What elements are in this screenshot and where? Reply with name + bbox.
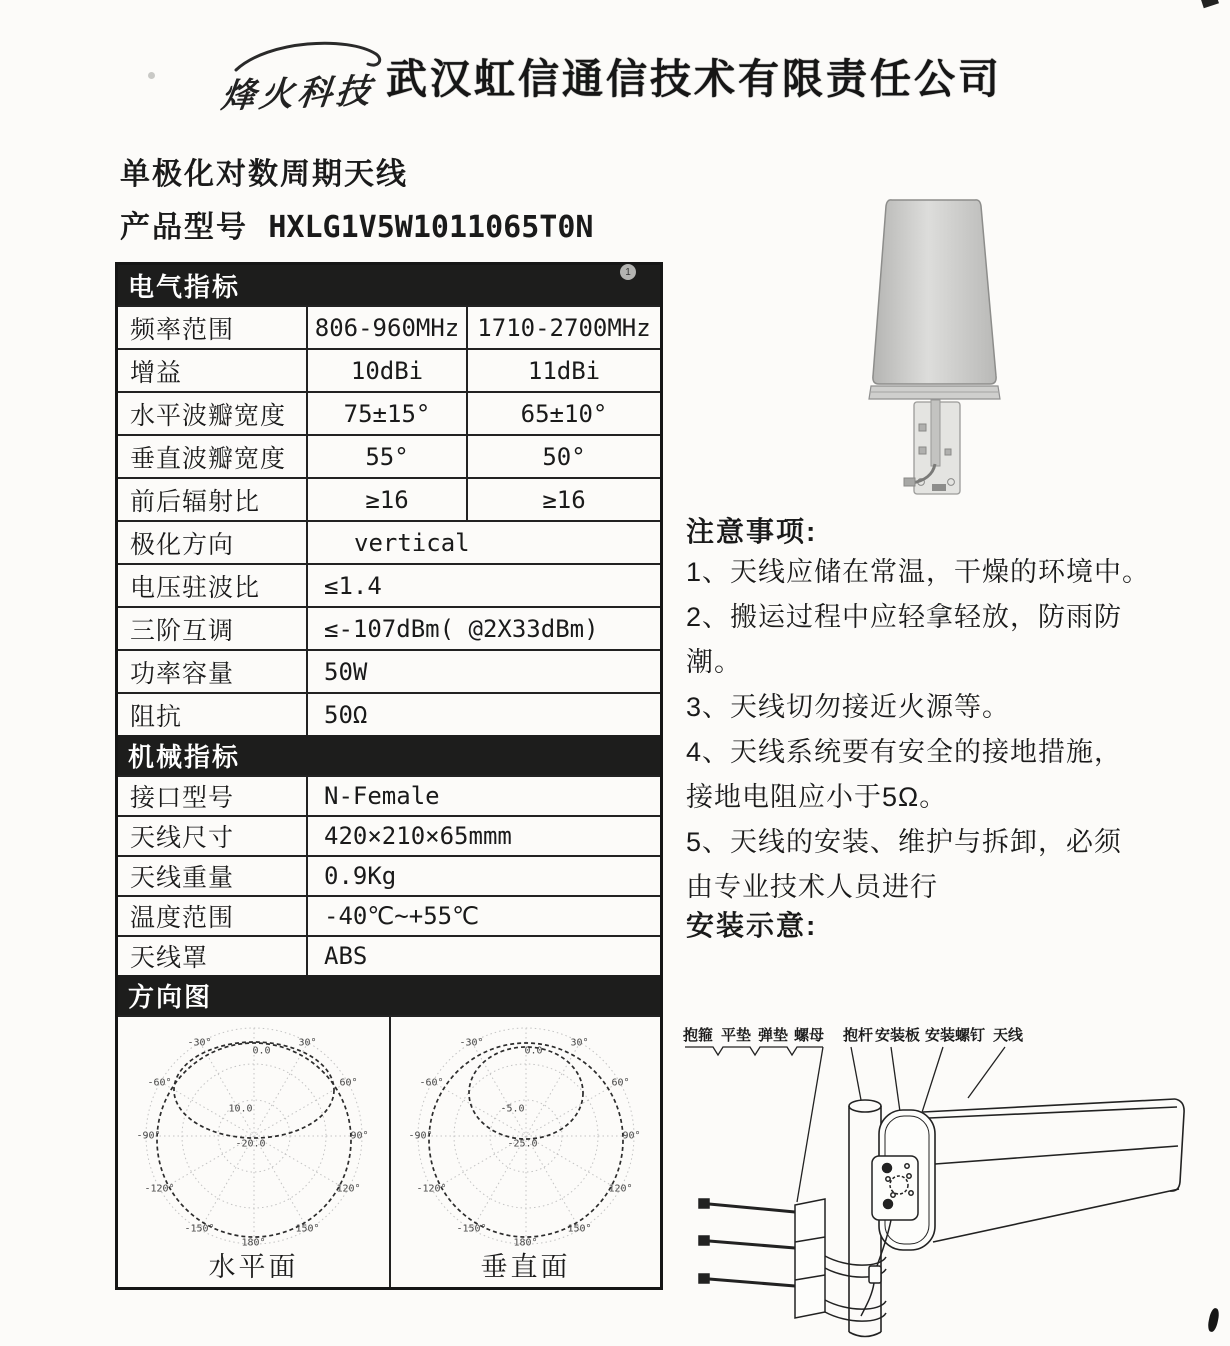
angle-label: 120°: [336, 1183, 361, 1195]
radial-label: 0.0: [524, 1045, 543, 1057]
row-value: N-Female: [306, 777, 660, 815]
angle-label: 180°: [513, 1237, 538, 1249]
horizontal-plot-caption: 水平面: [208, 1252, 299, 1282]
note-line: 由专业技术人员进行: [686, 872, 938, 902]
row-value-low-band: 10dBi: [306, 350, 466, 391]
model-label: 产品型号: [120, 211, 248, 244]
part-label-nut: 螺母: [794, 1027, 825, 1044]
antenna-product-image: [848, 186, 1023, 511]
part-label-spring-washer: 弹垫: [758, 1027, 789, 1044]
row-label: 水平波瓣宽度: [130, 401, 287, 430]
pattern-row: [118, 1015, 660, 1287]
table-row: [118, 855, 660, 895]
table-row: [118, 692, 660, 735]
angle-label: -30°: [459, 1037, 484, 1049]
vertical-polar-plot: [410, 1020, 642, 1252]
row-value-high-band: 65±10°: [466, 393, 660, 434]
product-title: 单极化对数周期天线: [120, 158, 408, 191]
mechanical-section-header: [118, 735, 660, 775]
note-line: 接地电阻应小于5Ω。: [686, 782, 948, 812]
angle-label: 30°: [298, 1037, 317, 1049]
note-line: 1、天线应储在常温，干燥的环境中。: [686, 557, 1151, 587]
table-row: [118, 895, 660, 935]
table-row: [118, 935, 660, 975]
scan-edge-smudge: [1201, 0, 1219, 8]
vertical-pattern-cell: [389, 1017, 660, 1287]
angle-label: -90°: [136, 1130, 161, 1142]
row-label: 天线尺寸: [130, 824, 235, 852]
table-row: [118, 649, 660, 692]
table-row: [118, 563, 660, 606]
mounting-plate: [872, 1156, 918, 1220]
part-label-pole: 抱杆: [843, 1027, 874, 1044]
row-value-high-band: 50°: [466, 436, 660, 477]
pattern-section-header: [118, 975, 660, 1015]
row-label: 增益: [130, 358, 183, 387]
notes-heading: 注意事项:: [686, 516, 818, 547]
electrical-section-title: 电气指标: [128, 271, 241, 302]
row-value: 50W: [306, 651, 660, 692]
angle-label: -150°: [184, 1223, 215, 1235]
part-label-mounting-screws: 安装螺钉: [925, 1027, 986, 1044]
angle-label: -30°: [187, 1037, 212, 1049]
row-value-low-band: 806-960MHz: [306, 307, 466, 348]
electrical-section-header: [118, 265, 660, 305]
row-label: 温度范围: [130, 904, 235, 932]
row-value-high-band: 11dBi: [466, 350, 660, 391]
angle-label: 30°: [570, 1037, 589, 1049]
row-label: 天线重量: [130, 864, 235, 892]
angle-label: 60°: [339, 1077, 358, 1089]
vertical-plot-caption: 垂直面: [480, 1252, 571, 1282]
part-label-mounting-plate: 安装板: [875, 1027, 921, 1044]
row-value: ≤1.4: [306, 565, 660, 606]
table-row: [118, 305, 660, 348]
scan-speck: [148, 72, 155, 79]
install-heading: 安装示意:: [686, 910, 818, 941]
installation-diagram: [675, 1016, 1230, 1344]
model-number: HXLG1V5W1011065T0N: [268, 210, 594, 245]
row-value: 50Ω: [306, 694, 660, 735]
antenna-body: [879, 1099, 1184, 1250]
radial-label: -25.0: [507, 1138, 538, 1150]
scan-page-mark: 1: [620, 264, 636, 280]
horizontal-polar-plot: [138, 1020, 370, 1252]
table-row: [118, 434, 660, 477]
notes-list: [686, 550, 1216, 910]
angle-label: -120°: [144, 1183, 175, 1195]
leader-lines: [685, 1047, 1005, 1202]
row-label: 功率容量: [130, 659, 235, 688]
note-line: 潮。: [686, 647, 742, 677]
part-label-clamp: 抱箍: [683, 1027, 714, 1044]
table-row: [118, 391, 660, 434]
spec-table: [115, 262, 663, 1290]
angle-label: -90°: [408, 1130, 433, 1142]
note-line: 5、天线的安装、维护与拆卸，必须: [686, 827, 1123, 857]
table-row: [118, 348, 660, 391]
radial-label: 0.0: [252, 1045, 271, 1057]
table-row: [118, 606, 660, 649]
angle-label: 120°: [608, 1183, 633, 1195]
row-label: 极化方向: [130, 530, 235, 559]
angle-label: 150°: [567, 1223, 592, 1235]
row-value-low-band: 55°: [306, 436, 466, 477]
angle-label: 90°: [350, 1130, 369, 1142]
part-label-antenna: 天线: [993, 1027, 1024, 1044]
radial-label: -20.0: [235, 1138, 266, 1150]
mechanical-section-title: 机械指标: [128, 741, 241, 772]
angle-label: 150°: [295, 1223, 320, 1235]
pattern-section-title: 方向图: [128, 981, 213, 1012]
table-row: [118, 477, 660, 520]
row-label: 频率范围: [130, 315, 235, 344]
row-label: 阻抗: [130, 702, 183, 731]
row-value: vertical: [306, 522, 660, 563]
row-value-low-band: 75±15°: [306, 393, 466, 434]
row-value: 0.9Kg: [306, 857, 660, 895]
company-name: 武汉虹信通信技术有限责任公司: [386, 56, 1002, 102]
row-value-high-band: 1710-2700MHz: [466, 307, 660, 348]
row-label: 电压驻波比: [130, 573, 261, 602]
radial-label: -5.0: [500, 1103, 525, 1115]
table-row: [118, 775, 660, 815]
row-label: 前后辐射比: [130, 487, 261, 516]
clamp: [699, 1199, 886, 1321]
row-label: 垂直波瓣宽度: [130, 444, 287, 473]
product-model-line: [120, 202, 593, 246]
table-row: [118, 815, 660, 855]
table-row: [118, 520, 660, 563]
angle-label: 60°: [611, 1077, 630, 1089]
row-label: 天线罩: [130, 944, 209, 972]
angle-label: -60°: [419, 1077, 444, 1089]
angle-label: 90°: [622, 1130, 641, 1142]
horizontal-pattern-cell: [118, 1017, 389, 1287]
row-value-low-band: ≥16: [306, 479, 466, 520]
note-line: 4、天线系统要有安全的接地措施，: [686, 737, 1123, 767]
part-label-flat-washer: 平垫: [721, 1027, 752, 1044]
row-label: 三阶互调: [130, 616, 235, 645]
angle-label: -120°: [416, 1183, 447, 1195]
row-value: -40℃~+55℃: [306, 897, 660, 935]
row-value: ABS: [306, 937, 660, 975]
row-value-high-band: ≥16: [466, 479, 660, 520]
angle-label: -150°: [456, 1223, 487, 1235]
note-line: 3、天线切勿接近火源等。: [686, 692, 1011, 722]
company-logo: [208, 34, 388, 118]
row-value: ≤-107dBm( @2X33dBm): [306, 608, 660, 649]
radial-label: 10.0: [228, 1103, 253, 1115]
row-value: 420×210×65mmm: [306, 817, 660, 855]
angle-label: -60°: [147, 1077, 172, 1089]
angle-label: 180°: [241, 1237, 266, 1249]
note-line: 2、搬运过程中应轻拿轻放，防雨防: [686, 602, 1123, 632]
logo-text: 烽火科技: [219, 73, 376, 116]
row-label: 接口型号: [130, 784, 235, 812]
